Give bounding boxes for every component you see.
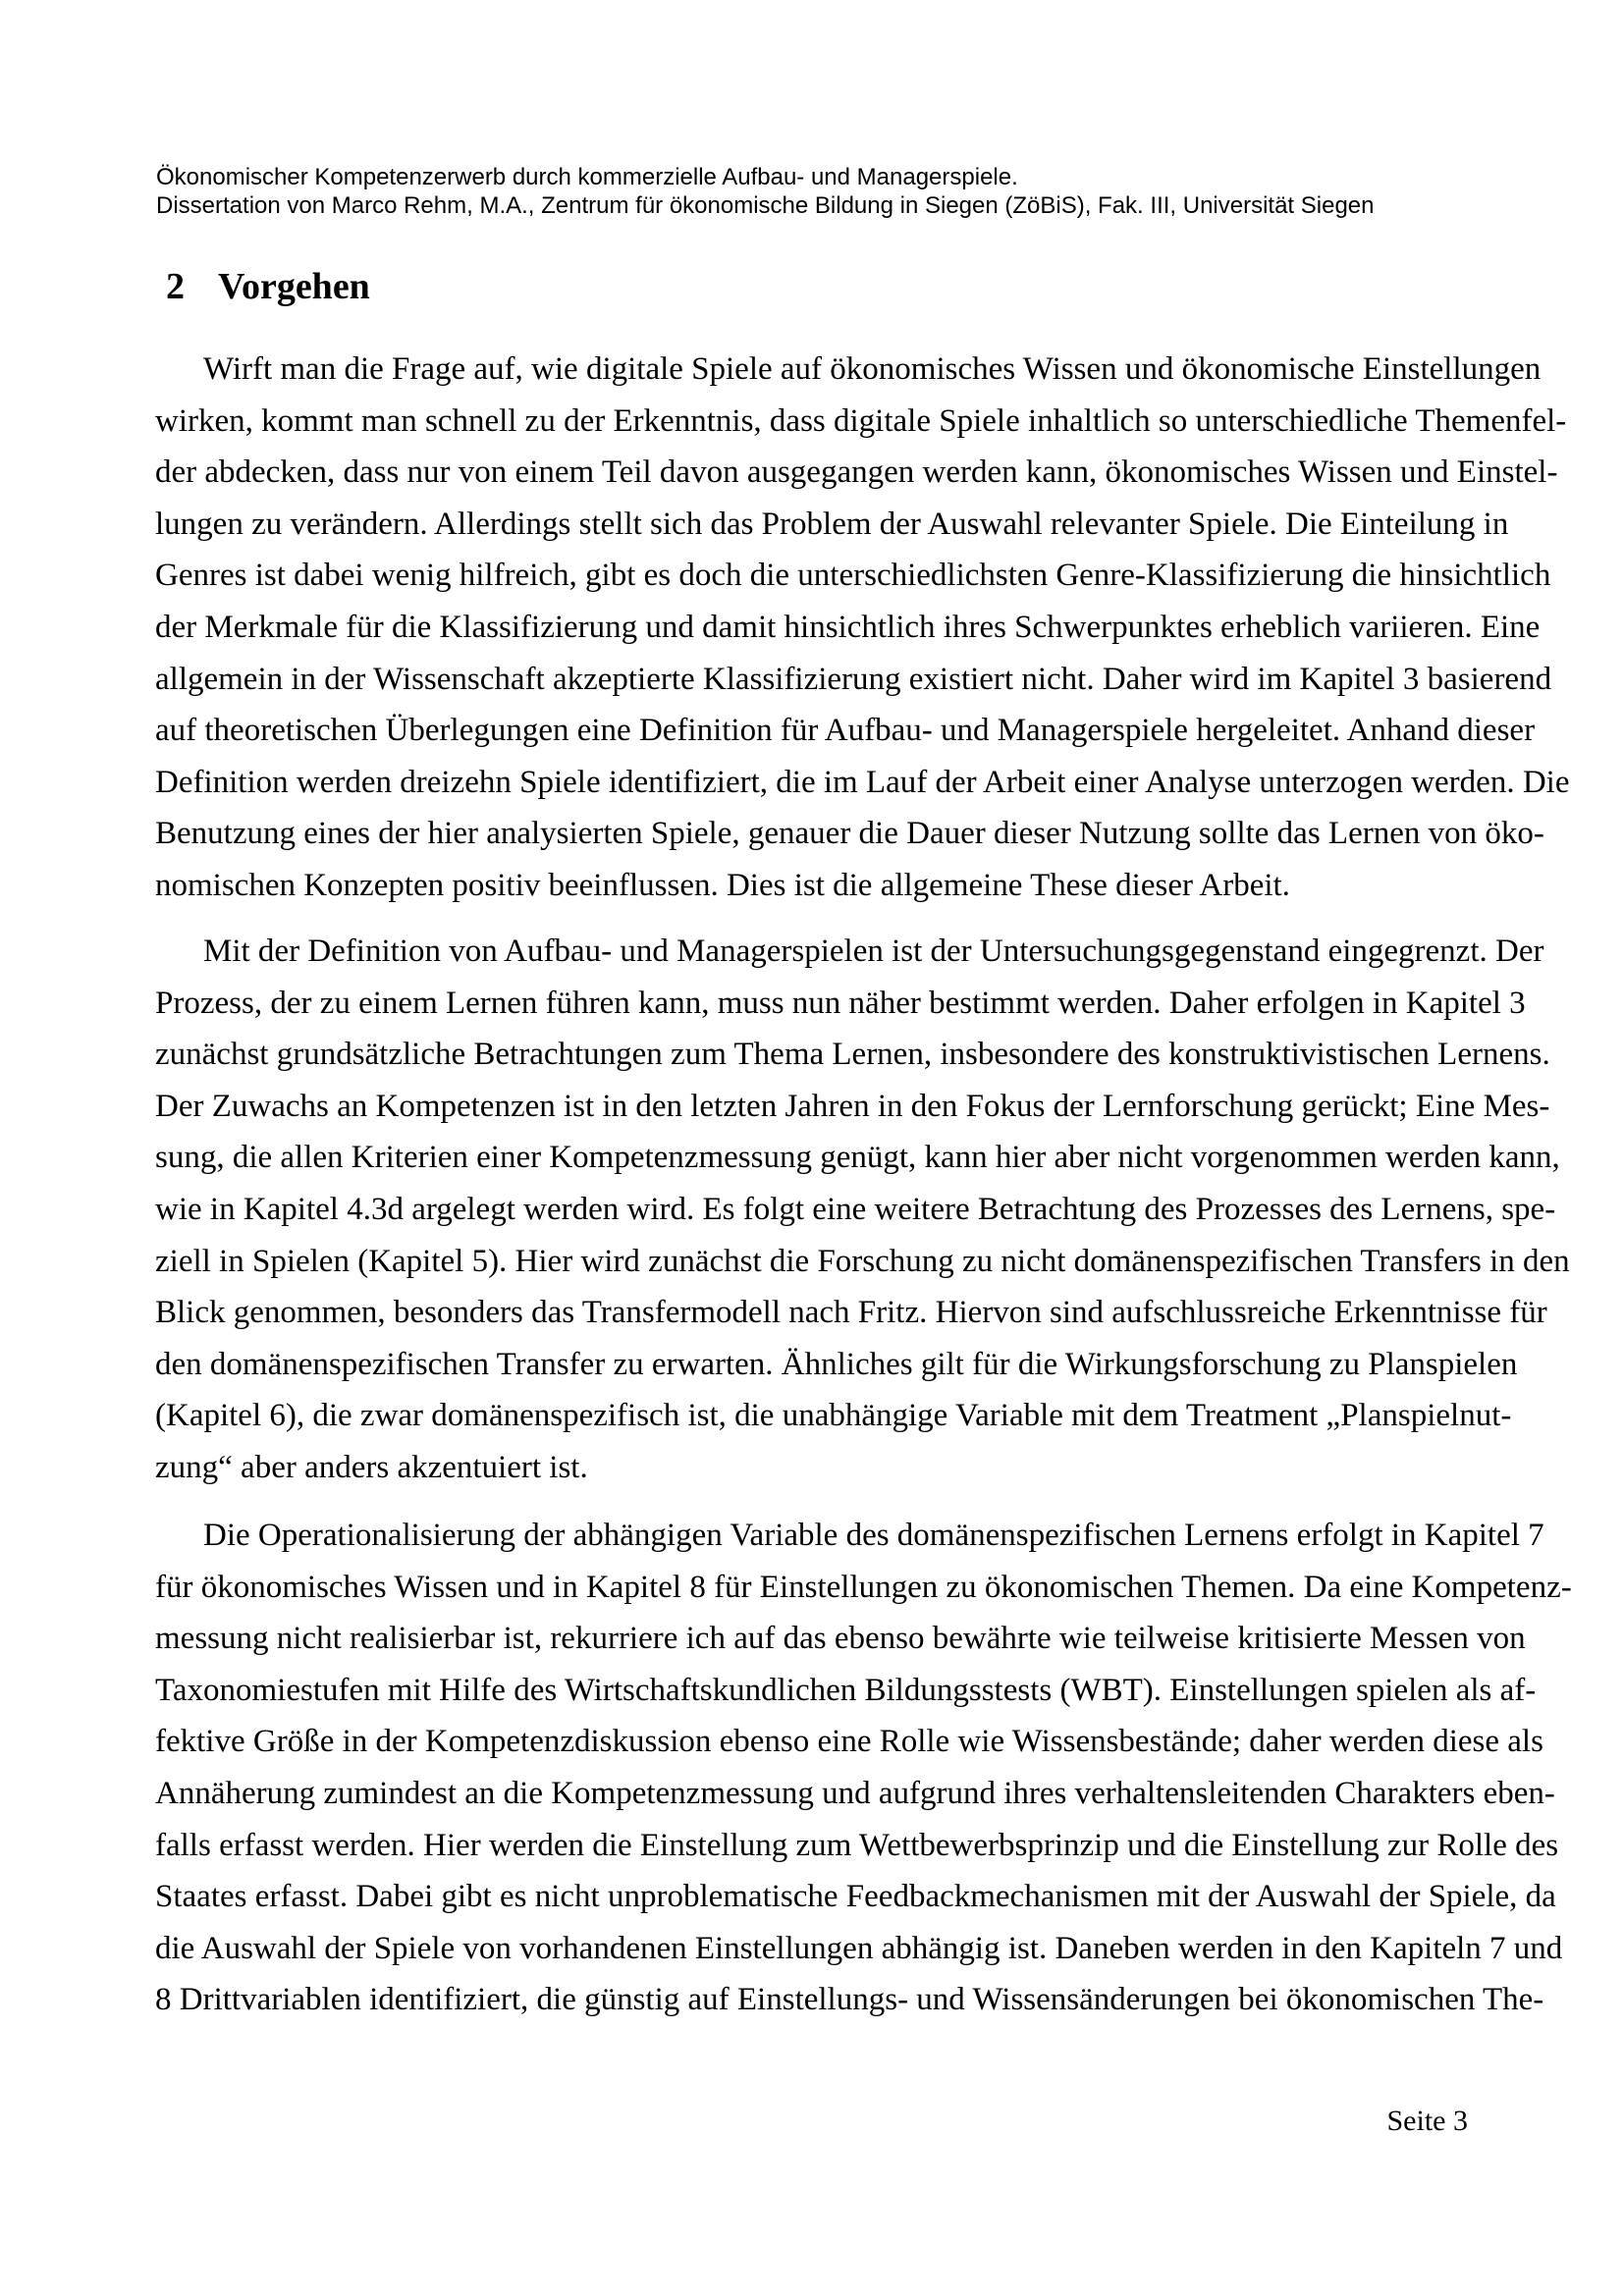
text-line: der Merkmale für die Klassifizierung und damit hinsichtlich ihres Schwerpunktes erheblich variieren. Eine: [155, 609, 1541, 645]
text-line: den domänenspezifischen Transfer zu erwarten. Ähnliches gilt für die Wirkungsforschung zu Planspielen: [155, 1346, 1518, 1382]
text-line: zung“ aber anders akzentuiert ist.: [155, 1449, 588, 1485]
text-line: der abdecken, dass nur von einem Teil davon ausgegangen werden kann, ökonomisches Wissen und Einstel-: [155, 454, 1558, 491]
text-line: Definition werden dreizehn Spiele identifiziert, die im Lauf der Arbeit einer Analyse unterzogen werden. Die: [155, 764, 1570, 800]
header-title-line: Ökonomischer Kompetenzerwerb durch kommerzielle Aufbau- und Managerspiele.: [156, 164, 1018, 190]
text-line: allgemein in der Wissenschaft akzeptierte Klassifizierung existiert nicht. Daher wird im Kapitel 3 basierend: [155, 661, 1552, 697]
text-line: Prozess, der zu einem Lernen führen kann, muss nun näher bestimmt werden. Daher erfolgen in Kapitel 3: [155, 985, 1526, 1021]
text-line: auf theoretischen Überlegungen eine Definition für Aufbau- und Managerspiele hergeleitet. Anhand dieser: [155, 713, 1536, 749]
chapter-heading: [166, 265, 370, 308]
text-line: falls erfasst werden. Hier werden die Einstellung zum Wettbewerbsprinzip und die Einstellung zur Rolle des: [155, 1827, 1559, 1863]
text-line: ziell in Spielen (Kapitel 5). Hier wird zunächst die Forschung zu nicht domänenspezifischen Transfers in den: [155, 1243, 1570, 1279]
text-line: fektive Größe in der Kompetenzdiskussion ebenso eine Rolle wie Wissensbestände; daher werden diese als: [155, 1724, 1543, 1760]
text-line: die Auswahl der Spiele von vorhandenen Einstellungen abhängig ist. Daneben werden in den Kapiteln 7 und: [155, 1930, 1563, 1966]
text-line: für ökonomisches Wissen und in Kapitel 8 für Einstellungen zu ökonomischen Themen. Da eine Kompetenz-: [155, 1569, 1572, 1605]
text-line: Der Zuwachs an Kompetenzen ist in den letzten Jahren in den Fokus der Lernforschung gerückt; Eine Mes-: [155, 1088, 1550, 1124]
chapter-number: 2: [166, 266, 185, 307]
paragraph-2: [155, 926, 1570, 1494]
text-line: Wirft man die Frage auf, wie digitale Spiele auf ökonomisches Wissen und ökonomische Einstellungen: [203, 351, 1542, 387]
text-line: Benutzung eines der hier analysierten Spiele, genauer die Dauer dieser Nutzung sollte das Lernen von öko-: [155, 816, 1544, 852]
text-line: zunächst grundsätzliche Betrachtungen zum Thema Lernen, insbesondere des konstruktivistischen Lernens.: [155, 1037, 1550, 1073]
text-line: 8 Drittvariablen identifiziert, die günstig auf Einstellungs- und Wissensänderungen bei ökonomischen The-: [155, 1982, 1544, 2018]
running-header: [156, 163, 1472, 220]
text-line: Annäherung zumindest an die Kompetenzmessung und aufgrund ihres verhaltensleitenden Charakters eben-: [155, 1775, 1555, 1811]
text-line: Taxonomiestufen mit Hilfe des Wirtschaftskundlichen Bildungsstests (WBT). Einstellungen spielen als af-: [155, 1672, 1537, 1708]
paragraph-1: [155, 344, 1570, 912]
text-line: Die Operationalisierung der abhängigen Variable des domänenspezifischen Lernens erfolgt in Kapitel 7: [203, 1518, 1544, 1553]
text-line: Blick genommen, besonders das Transfermodell nach Fritz. Hiervon sind aufschlussreiche Erkenntnisse für: [155, 1295, 1547, 1331]
chapter-title: Vorgehen: [218, 266, 370, 307]
page-number: Seite 3: [1386, 2105, 1468, 2137]
text-line: lungen zu verändern. Allerdings stellt sich das Problem der Auswahl relevanter Spiele. Die Einteilung in: [155, 506, 1509, 542]
text-line: messung nicht realisierbar ist, rekurriere ich auf das ebenso bewährte wie teilweise kritisierte Messen von: [155, 1621, 1526, 1657]
text-line: wirken, kommt man schnell zu der Erkenntnis, dass digitale Spiele inhaltlich so unterschiedliche Themenfel-: [155, 402, 1567, 439]
text-line: (Kapitel 6), die zwar domänenspezifisch ist, die unabhängige Variable mit dem Treatment „Planspielnut-: [155, 1398, 1512, 1434]
text-line: nomischen Konzepten positiv beeinflussen. Dies ist die allgemeine These dieser Arbeit.: [155, 867, 1290, 903]
text-line: sung, die allen Kriterien einer Kompetenzmessung genügt, kann hier aber nicht vorgenommen werden kann,: [155, 1140, 1560, 1176]
text-line: Mit der Definition von Aufbau- und Managerspielen ist der Untersuchungsgegenstand eingegrenzt. Der: [203, 934, 1544, 969]
text-line: Genres ist dabei wenig hilfreich, gibt es doch die unterschiedlichsten Genre-Klassifizierung die hinsichtlich: [155, 558, 1551, 594]
text-line: Staates erfasst. Dabei gibt es nicht unproblematische Feedbackmechanismen mit der Auswahl der Spiele, da: [155, 1879, 1556, 1915]
text-line: wie in Kapitel 4.3d argelegt werden wird. Es folgt eine weitere Betrachtung des Prozesses des Lernens, spe-: [155, 1191, 1556, 1227]
paragraph-3: [155, 1510, 1572, 2026]
header-author-line: Dissertation von Marco Rehm, M.A., Zentrum für ökonomische Bildung in Siegen (ZöBiS), Fak. III, Universität Siegen: [156, 192, 1375, 219]
